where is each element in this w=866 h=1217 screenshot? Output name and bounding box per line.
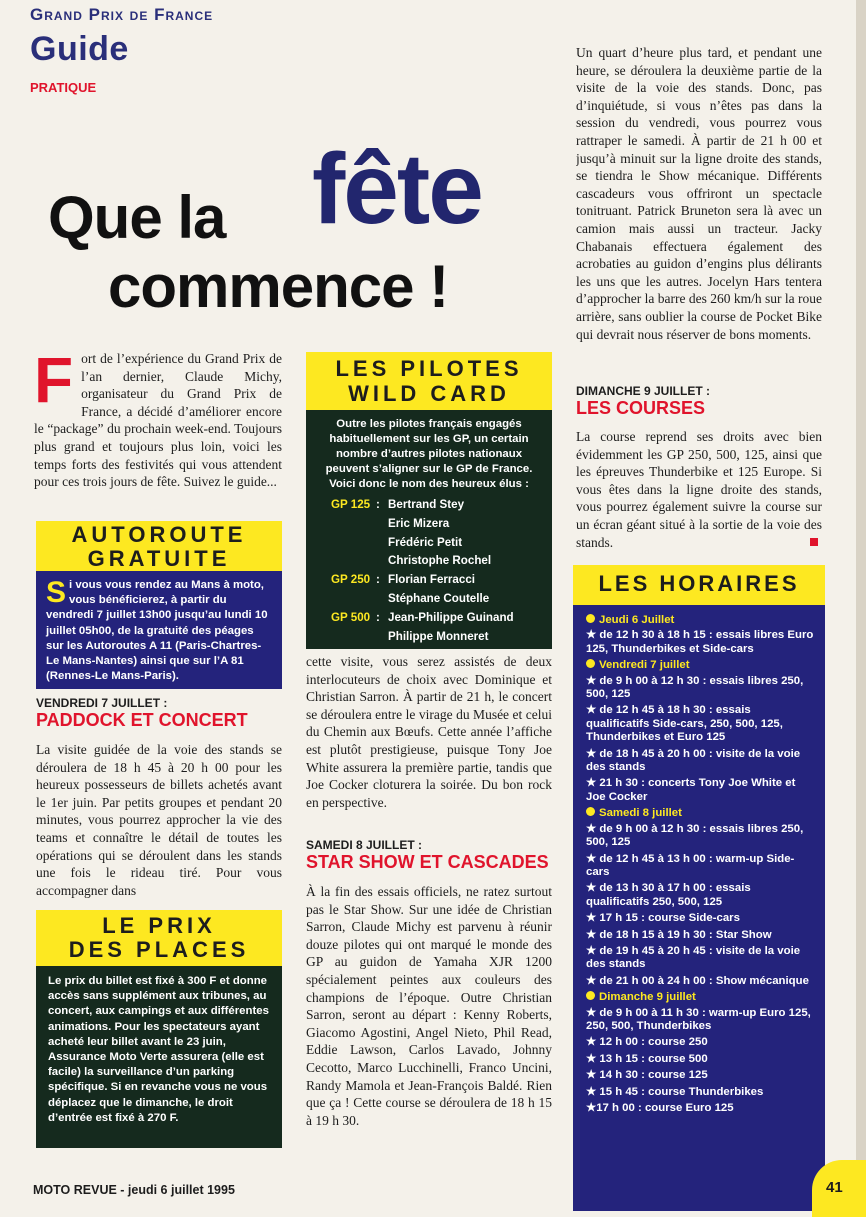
schedule-day-heading [586,807,817,820]
headline-part-1: Que la [48,184,226,251]
wildcard-pilot-name: Frédéric Petit [388,535,463,549]
wildcard-category [314,552,376,571]
schedule-item: ★ 14 h 30 : course 125 [586,1069,708,1082]
wildcard-list [314,496,544,646]
show-mecanique-paragraph: Un quart d’heure plus tard, et pendant une heure, se déroulera la deuxième partie de la visite de la voie des stands. Donc, pas d’inquiétude, si vous n’êtes pas dans la session du vendredi, vous pourrez vous rattraper le samedi. À partir de 21 h 00 et jusqu’à minuit sur la ligne droite des stands, se tiendra le Show mécanique. Différents cascadeurs vous offriront un spectacle tonitruant. Patrick Bruneton sera là avec un camion mais aussi un tracteur. Jacky Chabanais effectuera également des acrobaties au guidon d’engins plus délirants les uns que les autres. Jocelyn Hars tentera d’approcher la barre des 260 km/h sur la roue arrière, sans oublier la course de Pocket Bike qui devrait nous réserver de bons moments. [576,45,822,342]
pratique-subheading: PRATIQUE [30,80,97,95]
wildcard-pilot-name: Stéphane Coutelle [388,591,490,605]
schedule-day-label: Jeudi 6 Juillet [599,614,675,626]
wildcard-category: GP 500 [331,610,371,624]
samedi-heading: STAR SHOW ET CASCADES [306,852,549,872]
schedule-item: ★ de 12 h 45 à 18 h 30 : essais qualificatifs Side-cars, 250, 500, 125, Thunderbikes et Euro 125 [586,704,783,744]
autoroute-dropcap: S [46,576,67,609]
dimanche-kicker: DIMANCHE 9 JUILLET : [576,384,711,398]
samedi-kicker: SAMEDI 8 JUILLET : [306,838,423,852]
wildcard-title-line-2: WILD CARD [348,381,510,406]
wildcard-category [314,628,376,647]
wildcard-separator: : [376,610,380,624]
wildcard-row [314,496,544,515]
schedule-item: ★ 21 h 30 : concerts Tony Joe White et Joe Cocker [586,777,796,803]
wildcard-separator [376,515,388,534]
wildcard-row [314,609,544,628]
schedule-day-heading [586,991,817,1004]
schedule-item: ★ de 19 h 45 à 20 h 45 : visite de la voie des stands [586,944,801,971]
autoroute-box-body [36,571,282,689]
paddock-heading: PADDOCK ET CONCERT [36,710,248,730]
wildcard-category [314,515,376,534]
intro-dropcap: F [34,350,74,416]
wildcard-pilot-name: Jean-Philippe Guinand [388,610,514,624]
autoroute-box-title [36,521,282,571]
prix-title-line-1: LE PRIX [102,913,216,938]
dimanche-paragraph: La course reprend ses droits avec bien évidemment les GP 250, 500, 125, ainsi que les épreuves Thunderbike et 125 Europe. Si vous êtes dans la ligne droite des stands, vous pourrez également suivre la course sur un écran géant situé à la sortie de la voie des stands. [576,429,822,550]
autoroute-text: i vous vous rendez au Mans à moto, vous bénéficierez, à partir du vendredi 7 juillet 13h00 jusqu’au lundi 10 juillet 05h00, de la gratuité des péages sur les Autoroutes A 11 (Paris-Chartres-Le Mans-Nantes) ainsi que sur l’A 81 (Rennes-Le Mans-Paris). [46,579,268,683]
wildcard-category [314,534,376,553]
wildcard-separator [376,628,388,647]
page-number: 41 [812,1160,866,1217]
wildcard-row [314,590,544,609]
horaires-schedule [573,605,825,1211]
prix-box-title [36,910,282,966]
wildcard-pilot-name: Philippe Monneret [388,629,489,643]
schedule-item: ★ de 18 h 45 à 20 h 00 : visite de la voie des stands [586,747,801,774]
schedule-item: ★ de 12 h 30 à 18 h 15 : essais libres Euro 125, Thunderbikes et Side-cars [586,629,814,655]
wildcard-separator: : [376,498,380,511]
wildcard-pilot-name: Eric Mizera [388,516,450,530]
wildcard-separator [376,534,388,553]
wildcard-pilot-name: Christophe Rochel [388,554,492,568]
schedule-item: ★ de 9 h 00 à 11 h 30 : warm-up Euro 125, 250, 500, Thunderbikes [586,1006,811,1032]
wildcard-intro: Outre les pilotes français engagés habituellement sur les GP, un certain nombre d’autres pilotes nationaux peuvent s’aligner sur le GP de France. Voici donc le nom des heureux élus : [325,418,533,490]
schedule-item: ★17 h 00 : course Euro 125 [586,1102,734,1114]
wildcard-category: GP 125 [331,498,371,511]
paddock-kicker: VENDREDI 7 JUILLET : [36,696,168,710]
schedule-item: ★ 17 h 15 : course Side-cars [586,912,740,925]
schedule-item: ★ de 18 h 15 à 19 h 30 : Star Show [586,928,772,941]
schedule-item: ★ de 21 h 00 à 24 h 00 : Show mécanique [586,974,809,987]
schedule-item: ★ de 13 h 30 à 17 h 00 : essais qualificatifs 250, 500, 125 [586,882,751,908]
wildcard-pilot-name: Florian Ferracci [388,573,475,587]
intro-text: ort de l’expérience du Grand Prix de l’an dernier, Claude Michy, organisateur du Grand Prix de France, a décidé d’améliorer encore le “package” du prochain week-end. Toujours plus grand et toujours plus loin, voici les temps forts des festivités qui vous attendent pour ces trois jours de fête. Suivez le guide... [34,351,282,490]
intro-paragraph [34,350,282,510]
prix-box-body: Le prix du billet est fixé à 300 F et donne accès sans supplément aux tribunes, au concert, aux campings et aux différentes animations. Pour les spectateurs ayant acheté leur billet avant le 23 juin, Assurance Moto Verte assurera (elle est facile) la surveillance d’un parking spécifique. Si en revanche vous ne vous déplacez que le dimanche, le droit d’entrée est fixé à 270 F. [36,966,282,1148]
schedule-day-label: Vendredi 7 juillet [599,659,690,672]
end-of-article-mark [810,538,818,546]
concert-paragraph: cette visite, vous serez assistés de deux interlocuteurs de choix avec Dominique et Christian Sarron. À partir de 21 h, le concert se déroulera entre le virage du Musée et celui du Chemin aux Bœufs. Cette année l’affiche est plutôt prestigieuse, puisque Tony Joe White assurera la première partie, tandis que Joe Cocker cloturera la soirée. Du bon rock en perspective. [306,654,552,810]
bullet-dot-icon [586,659,595,668]
schedule-item: ★ de 12 h 45 à 13 h 00 : warm-up Side-cars [586,852,795,878]
wildcard-row [314,534,544,553]
headline-part-3: commence ! [108,253,449,320]
schedule-item: ★ 12 h 00 : course 250 [586,1036,708,1049]
bullet-dot-icon [586,991,595,1000]
schedule-day-heading [586,659,817,672]
wildcard-separator: : [376,573,380,587]
wildcard-box-title [306,352,552,410]
wildcard-row [314,515,544,534]
schedule-day-label: Samedi 8 juillet [599,807,682,820]
schedule-day-label: Dimanche 9 juillet [599,991,696,1004]
schedule-item: ★ de 9 h 00 à 12 h 30 : essais libres 250, 500, 125 [586,674,804,701]
headline-part-2: fête [312,133,482,245]
wildcard-category [314,590,376,609]
schedule-day-heading [586,614,817,627]
bullet-dot-icon [586,807,595,816]
autoroute-title-line-1: AUTOROUTE [71,522,247,547]
schedule-item: ★ 15 h 45 : course Thunderbikes [586,1085,764,1098]
autoroute-title-line-2: GRATUITE [87,546,231,571]
wildcard-category: GP 250 [331,573,371,587]
dimanche-heading: LES COURSES [576,398,706,418]
prix-title-line-2: DES PLACES [68,937,250,962]
paddock-paragraph: La visite guidée de la voie des stands se déroulera de 18 h 45 à 20 h 00 pour les heureux possesseurs de billets achetés avant le 1er juin. Par petits groupes et pendant 20 minutes, vous pourrez approcher la vie des teams et connaître le détail de toutes les opérations qui se déroulent dans les stands une fois le rideau tiré. Pour vous accompagner dans [36,742,282,898]
wildcard-pilot-name: Bertrand Stey [388,498,465,511]
schedule-item: ★ 13 h 15 : course 500 [586,1052,708,1065]
footer-credit: MOTO REVUE - jeudi 6 juillet 1995 [33,1183,235,1197]
guide-heading: Guide [30,30,129,68]
section-label: Grand Prix de France [30,5,214,24]
schedule-item: ★ de 9 h 00 à 12 h 30 : essais libres 250, 500, 125 [586,822,804,849]
wildcard-row [314,571,544,590]
bullet-dot-icon [586,614,595,623]
samedi-paragraph: À la fin des essais officiels, ne ratez surtout pas le Star Show. Sur une idée de Christian Sarron, Claude Michy est parvenu à réunir douze pilotes qui ont marqué le monde des GP au guidon de Yamaha XJR 1200 spécialement peintes aux couleurs des champions de l’époque. Outre Christian Sarron, seront au départ : Kenny Roberts, Giacomo Agostini, Angel Nieto, Phil Read, Eddie Lawson, Carlos Lavado, Johnny Cecotto, Marco Lucchinelli, Franco Uncini, Randy Mamola et Jean-François Baldé. Rien que ça ! Cette course se déroulera de 18 h 15 à 19 h 30. [306,884,552,1128]
horaires-title: LES HORAIRES [573,565,825,605]
wildcard-separator [376,590,388,609]
wildcard-title-line-1: LES PILOTES [335,356,523,381]
page-edge [856,0,866,1217]
wildcard-box-body [306,410,552,649]
wildcard-row [314,628,544,647]
wildcard-row [314,552,544,571]
wildcard-separator [376,552,388,571]
